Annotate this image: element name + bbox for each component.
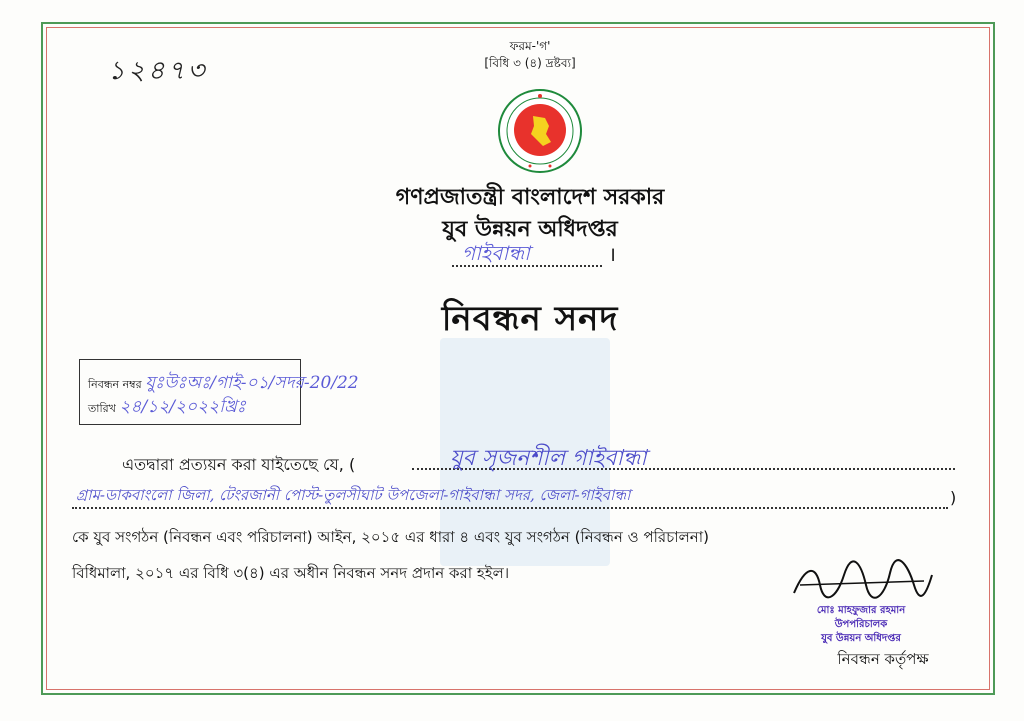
body-rule-line: বিধিমালা, ২০১৭ এর বিধি ৩(৪) এর অধীন নিবন্ধন সনদ প্রদান করা হইল।	[72, 564, 510, 582]
government-heading: গণপ্রজাতন্ত্রী বাংলাদেশ সরকার	[395, 185, 665, 210]
certificate-title: নিবন্ধন সনদ	[441, 299, 619, 339]
certify-open-paren: (	[348, 455, 356, 474]
org-name-handwritten: যুব সৃজনশীল গাইবান্ধা	[450, 446, 647, 471]
certify-prefix: এতদ্বারা প্রত্যয়ন করা যাইতেছে যে,	[122, 455, 344, 474]
form-rule: [বিধি ৩ (৪) দ্রষ্টব্য]	[484, 56, 576, 70]
form-label: ফরম-'গ'	[509, 39, 551, 53]
registration-date-value: ২৪/১২/২০২২খ্রিঃ	[119, 397, 246, 417]
stamp-officer-name: মোঃ মাহফুজার রহমান	[816, 605, 906, 616]
stamp-designation: উপপরিচালক	[834, 619, 888, 630]
certify-line	[122, 452, 355, 479]
department-heading: যুব উন্নয়ন অধিদপ্তর	[442, 217, 618, 242]
registration-date-label: তারিখ	[88, 402, 116, 415]
serial-number: ১২৪৭৩	[108, 56, 208, 86]
address-handwritten: গ্রাম-ডাকবাংলো জিলা, টেংরজানী পোস্ট-তুলসীঘাট উপজেলা-গাইবান্ধা সদর, জেলা-গাইবান্ধা	[76, 486, 631, 504]
registration-authority: নিবন্ধন কর্তৃপক্ষ	[837, 650, 929, 668]
government-seal-icon	[497, 88, 583, 174]
district-handwritten: গাইবান্ধা	[462, 241, 530, 265]
district-line	[452, 240, 632, 267]
registration-date-row	[88, 394, 246, 422]
official-stamp	[786, 604, 936, 646]
district-suffix: ।	[608, 242, 616, 266]
stamp-office: যুব উন্নয়ন অধিদপ্তর	[821, 633, 901, 644]
district-dotted-field	[452, 243, 602, 267]
address-close-paren: )	[950, 488, 957, 507]
registration-number-value: যুঃউঃঅঃ/গাই-০১/সদর-20/22	[145, 373, 359, 393]
signature-icon	[786, 555, 936, 605]
registration-number-label: নিবন্ধন নম্বর	[88, 378, 142, 391]
body-law-line: কে যুব সংগঠন (নিবন্ধন এবং পরিচালনা) আইন, ২০১৫ এর ধারা ৪ এবং যুব সংগঠন (নিবন্ধন ও পরিচালনা)	[72, 528, 709, 546]
